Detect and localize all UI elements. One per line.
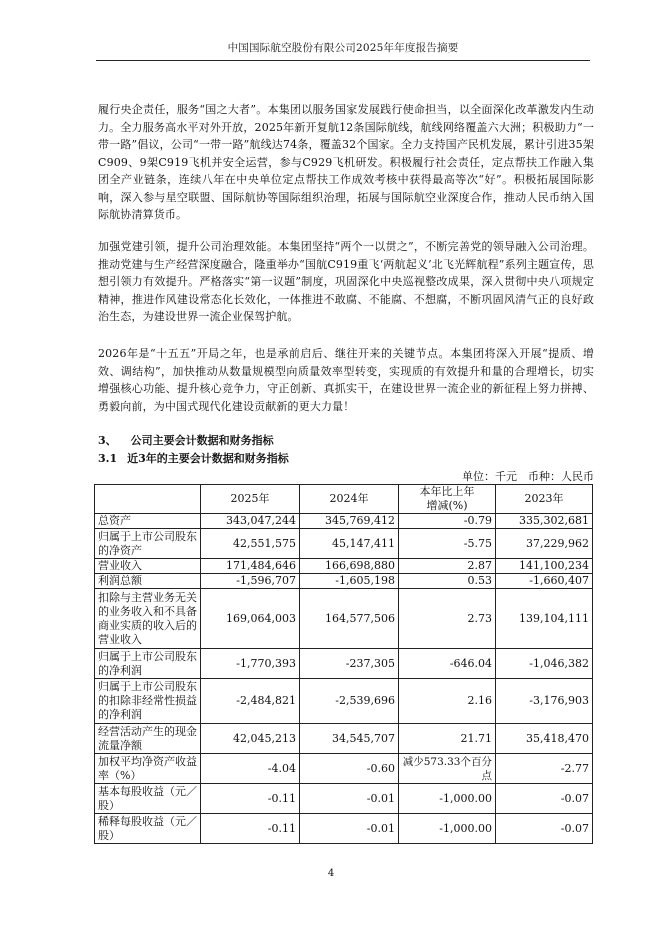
value-cell: 42,045,213 xyxy=(201,724,300,754)
value-cell: -1,046,382 xyxy=(496,649,593,679)
value-cell: -237,305 xyxy=(300,649,399,679)
table-row xyxy=(95,589,593,649)
value-cell: -1,000.00 xyxy=(399,784,496,814)
table-header-cell: 2025年 xyxy=(201,485,300,514)
table-row xyxy=(95,574,593,589)
value-cell: -2.77 xyxy=(496,754,593,784)
row-label: 归属于上市公司股东的净资产 xyxy=(95,529,201,559)
value-cell: -2,539,696 xyxy=(300,679,399,724)
value-cell: -1,660,407 xyxy=(496,574,593,589)
page-header-title: 中国国际航空股份有限公司2025年年度报告摘要 xyxy=(227,42,459,54)
value-cell: -4.04 xyxy=(201,754,300,784)
paragraph-responsibility: 履行央企责任，服务“国之大者”。本集团以服务国家发展践行使命担当，以全面深化改革激发内生动力。全力服务高水平对外开放，2025年新开复航12条国际航线，航线网络覆盖六大洲；积极助力“一带一路”倡议，公司“一带一路”航线达74条，覆盖32个国家。全力支持国产民机发展，累计引进35架C909、9架C919飞机并安全运营，参与C929飞机研发。积极履行社会责任，定点帮扶工作融入集团全产业链条，连续八年在中央单位定点帮扶工作成效考核中获得最高等次“好”。积极拓展国际影响，深入参与星空联盟、国际航协等国际组织治理，拓展与国际航空业深度合作，推动人民币纳入国际航协清算货币。 xyxy=(98,103,594,221)
value-cell: 169,064,003 xyxy=(201,589,300,649)
value-cell: 345,769,412 xyxy=(300,514,399,529)
header-divider xyxy=(96,60,590,61)
value-cell: 35,418,470 xyxy=(496,724,593,754)
value-cell: -0.79 xyxy=(399,514,496,529)
value-cell: -2,484,821 xyxy=(201,679,300,724)
section-3-number: 3、 xyxy=(98,434,117,447)
row-label: 归属于上市公司股东的扣除非经常性损益的净利润 xyxy=(95,679,201,724)
value-cell: 2.87 xyxy=(399,559,496,574)
table-header-cell xyxy=(95,485,201,514)
financial-data-table xyxy=(94,484,593,844)
value-cell: -0.01 xyxy=(300,784,399,814)
value-cell: 2.16 xyxy=(399,679,496,724)
row-label: 利润总额 xyxy=(95,574,201,589)
value-cell: -1,605,198 xyxy=(300,574,399,589)
paragraph-party-building: 加强党建引领，提升公司治理效能。本集团坚持“两个一以贯之”，不断完善党的领导融入公司治理。推动党建与生产经营深度融合，隆重举办“国航C919重飞‘两航起义’北飞光辉航程”系列主题宣传，思想引领力有效提升。严格落实“第一议题”制度，巩固深化中央巡视整改成果，深入贯彻中央八项规定精神，推进作风建设常态化长效化，一体推进不敢腐、不能腐、不想腐，不断巩固风清气正的良好政治生态，为建设世界一流企业保驾护航。 xyxy=(98,240,594,323)
value-cell: 343,047,244 xyxy=(201,514,300,529)
value-cell: -0.11 xyxy=(201,784,300,814)
page-number: 4 xyxy=(327,868,335,879)
value-cell: 0.53 xyxy=(399,574,496,589)
row-label: 营业收入 xyxy=(95,559,201,574)
row-label: 加权平均净资产收益率（%） xyxy=(95,754,201,784)
value-cell: 45,147,411 xyxy=(300,529,399,559)
section-3-title: 公司主要会计数据和财务指标 xyxy=(130,434,274,447)
paragraph-outlook: 2026年是“十五五”开局之年，也是承前启后、继往开来的关键节点。本集团将深入开展“提质、增效、调结构”，加快推动从数量规模型向质量效率型转变，实现质的有效提升和量的合理增长，切实增强核心功能、提升核心竞争力，守正创新、真抓实干，在建设世界一流企业的新征程上努力拼搏、勇毅向前，为中国式现代化建设贡献新的更大力量！ xyxy=(98,347,594,413)
value-cell: 42,551,575 xyxy=(201,529,300,559)
table-row xyxy=(95,559,593,574)
value-cell: 141,100,234 xyxy=(496,559,593,574)
value-cell: -0.07 xyxy=(496,784,593,814)
table-header-cell: 2024年 xyxy=(300,485,399,514)
value-cell: 34,545,707 xyxy=(300,724,399,754)
value-cell: 139,104,111 xyxy=(496,589,593,649)
table-row xyxy=(95,679,593,724)
value-cell: 164,577,506 xyxy=(300,589,399,649)
row-label: 总资产 xyxy=(95,514,201,529)
value-cell: 减少573.33个百分点 xyxy=(399,754,496,784)
value-cell: 2.73 xyxy=(399,589,496,649)
value-cell: -0.07 xyxy=(496,814,593,844)
section-3-1-title: 近3年的主要会计数据和财务指标 xyxy=(127,452,289,465)
row-label: 经营活动产生的现金流量净额 xyxy=(95,724,201,754)
unit-currency-line: 单位：千元 币种：人民币 xyxy=(462,470,594,483)
value-cell: 166,698,880 xyxy=(300,559,399,574)
value-cell: 37,229,962 xyxy=(496,529,593,559)
value-cell: 171,484,646 xyxy=(201,559,300,574)
value-cell: 21.71 xyxy=(399,724,496,754)
value-cell: -1,596,707 xyxy=(201,574,300,589)
table-row xyxy=(95,529,593,559)
table-row xyxy=(95,724,593,754)
table-row xyxy=(95,784,593,814)
value-cell: 335,302,681 xyxy=(496,514,593,529)
row-label: 基本每股收益（元／股） xyxy=(95,784,201,814)
value-cell: -0.60 xyxy=(300,754,399,784)
section-3-1-number: 3.1 xyxy=(98,452,118,465)
table-row xyxy=(95,649,593,679)
value-cell: -1,000.00 xyxy=(399,814,496,844)
row-label: 扣除与主营业务无关的业务收入和不具备商业实质的收入后的营业收入 xyxy=(95,589,201,649)
table-header-row xyxy=(95,485,593,514)
value-cell: -5.75 xyxy=(399,529,496,559)
table-row xyxy=(95,814,593,844)
value-cell: -1,770,393 xyxy=(201,649,300,679)
table-row xyxy=(95,514,593,529)
section-3-heading xyxy=(98,432,274,448)
value-cell: -646.04 xyxy=(399,649,496,679)
value-cell: -0.11 xyxy=(201,814,300,844)
value-cell: -3,176,903 xyxy=(496,679,593,724)
table-header-cell: 2023年 xyxy=(496,485,593,514)
table-header-cell: 本年比上年 增减(%) xyxy=(399,485,496,514)
value-cell: -0.01 xyxy=(300,814,399,844)
table-row xyxy=(95,754,593,784)
row-label: 归属于上市公司股东的净利润 xyxy=(95,649,201,679)
row-label: 稀释每股收益（元／股） xyxy=(95,814,201,844)
section-3-1-heading xyxy=(98,450,289,466)
